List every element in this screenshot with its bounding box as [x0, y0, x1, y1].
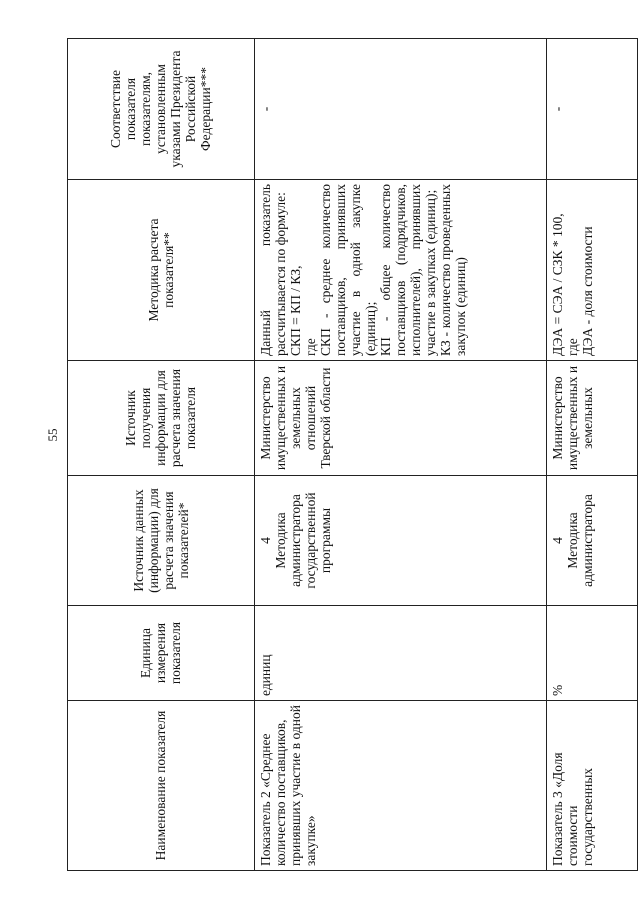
header-method: Методика расчета показателя**: [68, 180, 255, 361]
header-data-source: Источник данных (информации) для расчета значения показателей*: [68, 476, 255, 606]
source-text: Методика администратора: [564, 494, 595, 587]
compliance-cell: -: [546, 39, 637, 180]
source-number: 4: [549, 537, 565, 544]
source-number: 4: [257, 537, 273, 544]
info-source-cell: Министерство имущественных и земельных: [546, 361, 637, 476]
unit-cell: %: [546, 606, 637, 701]
rotated-table-container: [67, 39, 638, 871]
method-cell: [254, 180, 546, 361]
method-cell: [546, 180, 637, 361]
table-header-row: [68, 39, 255, 871]
method-line: КП - общее количество поставщиков (подрядчиков, исполнителей), принявших участие в закупках (единиц);: [377, 184, 438, 356]
method-line: где: [564, 338, 580, 356]
header-info-source: Источник получения информации для расчета значения показателя: [68, 361, 255, 476]
info-source-cell: Министерство имущественных и земельных отношений Тверской области: [254, 361, 546, 476]
indicators-table: [67, 38, 638, 871]
source-text: Методика администратора государственной программы: [272, 492, 333, 589]
table-row: [546, 39, 637, 871]
header-name: Наименование показателя: [68, 701, 255, 871]
method-line: ДЭА = СЭА / СЗК * 100,: [549, 213, 565, 356]
method-line: Данный показатель рассчитывается по формуле:: [257, 184, 288, 356]
unit-cell: единиц: [254, 606, 546, 701]
method-line: КЗ - количество проведенных закупок (единиц): [437, 184, 468, 356]
compliance-cell: -: [254, 39, 546, 180]
indicator-name-cell: Показатель 3 «Доля стоимости государственных: [546, 701, 637, 871]
data-source-cell: [546, 476, 637, 606]
header-compliance: Соответствие показателя показателям, установленным указами Президента Российской Федерации***: [68, 39, 255, 180]
table-row: [254, 39, 546, 871]
method-line: СКП = КП / КЗ,: [287, 265, 303, 356]
header-unit: Единица измерения показателя: [68, 606, 255, 701]
indicator-name-cell: Показатель 2 «Среднее количество поставщиков, принявших участие в одной закупке»: [254, 701, 546, 871]
data-source-cell: [254, 476, 546, 606]
method-line: ДЭА - доля стоимости: [579, 226, 595, 356]
page-number: 55: [45, 428, 60, 442]
method-line: где: [302, 338, 318, 356]
method-line: СКП - среднее количество поставщиков, принявших участие в одной закупке (единиц);: [317, 184, 378, 356]
